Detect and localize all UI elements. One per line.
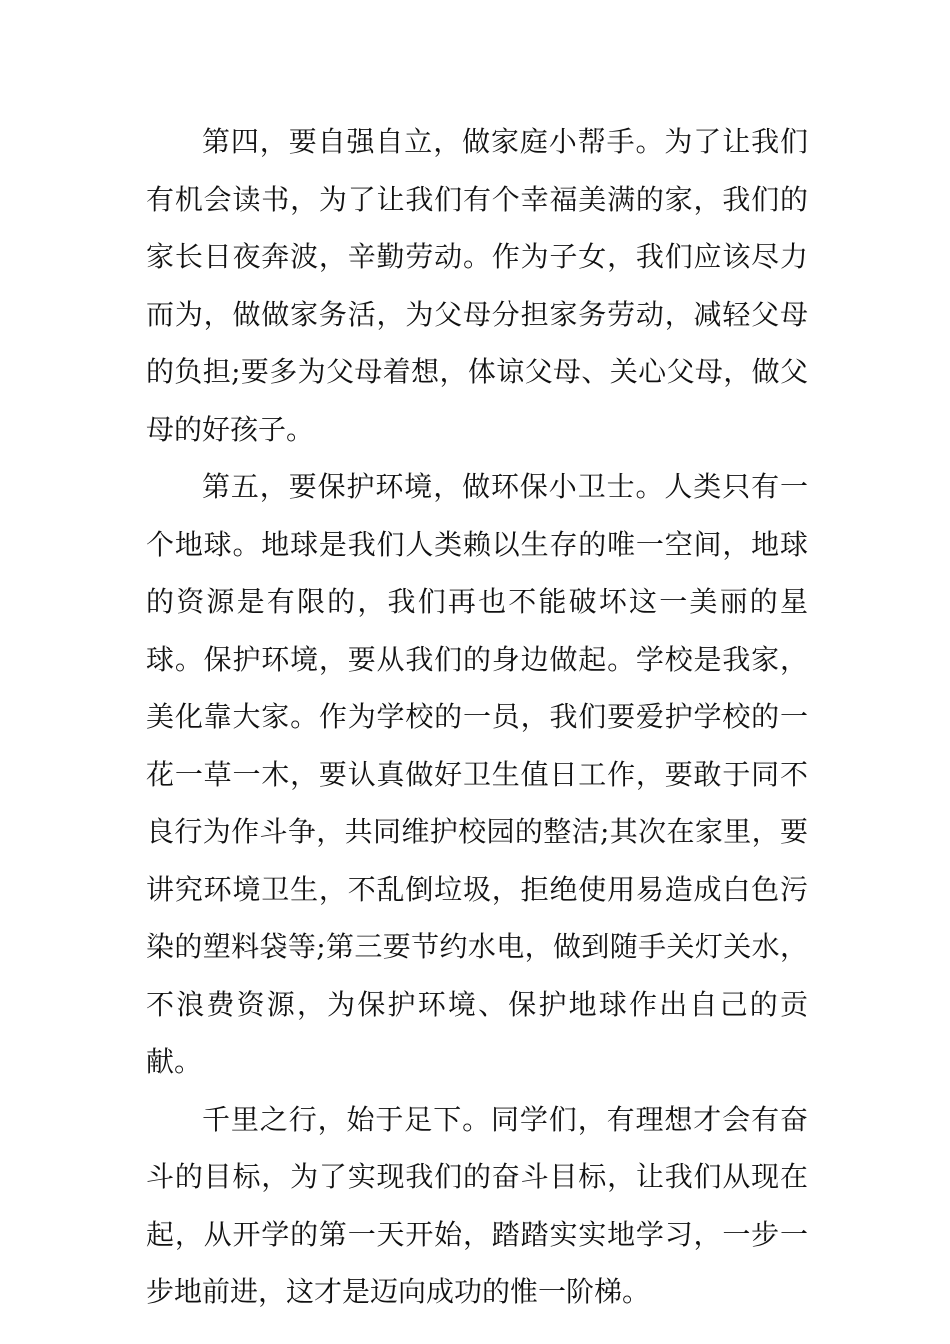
paragraph-fifth-point: 第五，要保护环境，做环保小卫士。人类只有一个地球。地球是我们人类赖以生存的唯一空间，地球的资源是有限的，我们再也不能破坏这一美丽的星球。保护环境，要从我们的身边做起。学校是我家，美化靠大家。作为学校的一员，我们要爱护学校的一花一草一木，要认真做好卫生值日工作，要敢于同不良行为作斗争，共同维护校园的整洁;其次在家里，要讲究环境卫生，不乱倒垃圾，拒绝使用易造成白色污染的塑料袋等;第三要节约水电，做到随手关灯关水，不浪费资源，为保护环境、保护地球作出自己的贡献。 (146, 470, 808, 1078)
document-body (146, 113, 808, 1321)
paragraph-fourth-point: 第四，要自强自立，做家庭小帮手。为了让我们有机会读书，为了让我们有个幸福美满的家，我们的家长日夜奔波，辛勤劳动。作为子女，我们应该尽力而为，做做家务活，为父母分担家务劳动，减轻父母的负担;要多为父母着想，体谅父母、关心父母，做父母的好孩子。 (146, 125, 808, 446)
paragraph-conclusion: 千里之行，始于足下。同学们，有理想才会有奋斗的目标，为了实现我们的奋斗目标，让我们从现在起，从开学的第一天开始，踏踏实实地学习，一步一步地前进，这才是迈向成功的惟一阶梯。 (146, 1102, 808, 1308)
